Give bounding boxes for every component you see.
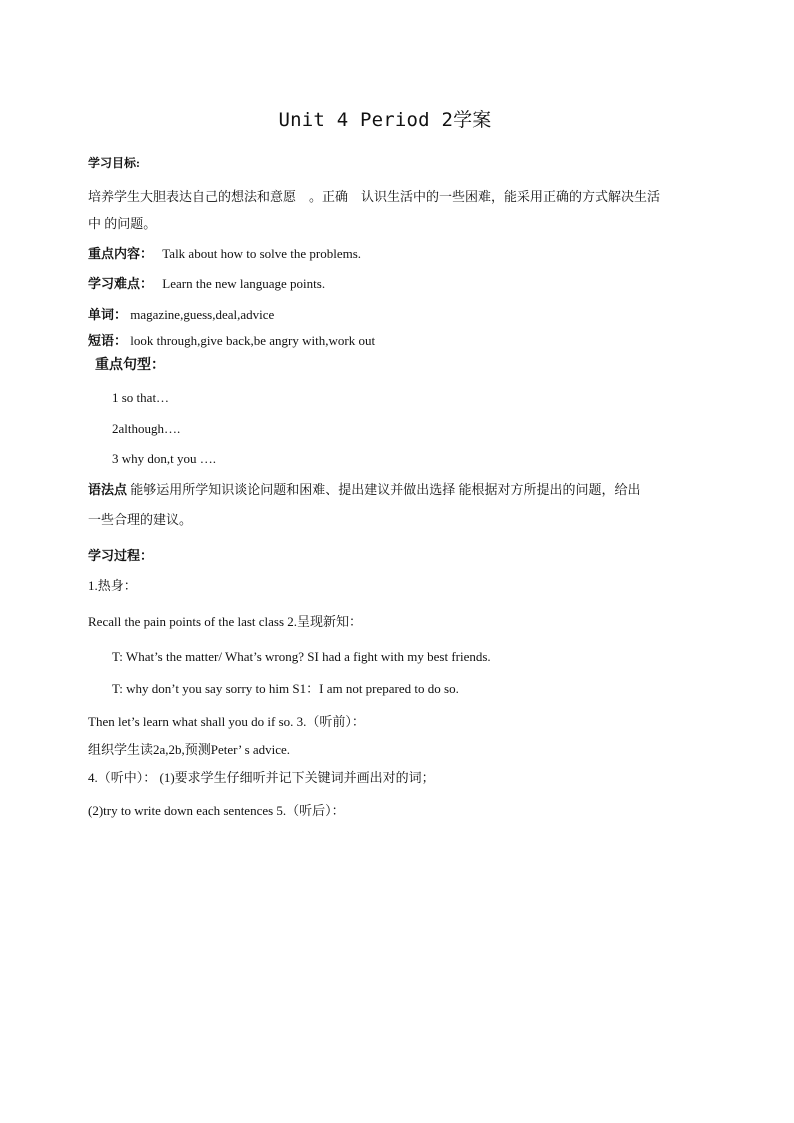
- grammar-line-2: 一些合理的建议。: [88, 512, 193, 527]
- learning-goals-heading: 学习目标:: [88, 156, 140, 170]
- phrases-text: look through,give back,be angry with,work out: [130, 333, 376, 348]
- words-text: magazine,guess,deal,advice: [130, 307, 275, 322]
- process-heading: 学习过程：: [88, 548, 154, 563]
- process-item-3: T: What’s the matter/ What’s wrong? SI had a fight with my best friends.: [112, 649, 491, 664]
- phrases-row: [88, 333, 375, 349]
- learning-goals-line-1: 培养学生大胆表达自己的想法和意愿 。正确 认识生活中的一些困难，能采用正确的方式解决生活: [88, 189, 661, 204]
- sentence-patterns-label: 重点句型：: [95, 358, 165, 373]
- difficulty-text: Learn the new language points.: [162, 276, 326, 291]
- words-row: [88, 307, 274, 323]
- process-item-8: (2)try to write down each sentences 5.（听后）：: [88, 803, 345, 818]
- sentence-pattern-1: 1 so that…: [112, 390, 170, 405]
- sentence-pattern-3: 3 why don,t you ….: [112, 451, 216, 466]
- key-content-row: [88, 246, 361, 262]
- process-item-1: 1.热身：: [88, 578, 137, 593]
- grammar-row: [88, 482, 641, 498]
- process-item-7: 4.（听中）： (1)要求学生仔细听并记下关键词并画出对的词；: [88, 770, 435, 785]
- process-item-6: 组织学生读2a,2b,预测Peter’ s advice.: [88, 742, 291, 757]
- grammar-label: 语法点: [88, 482, 128, 497]
- learning-goals-line-2: 中 的问题。: [88, 216, 157, 231]
- page-title: Unit 4 Period 2学案: [278, 109, 492, 131]
- difficulty-row: [88, 276, 325, 292]
- sentence-pattern-2: 2although….: [112, 421, 181, 436]
- process-item-2: Recall the pain points of the last class 2.呈现新知：: [88, 614, 363, 629]
- words-label: 单词：: [88, 307, 128, 322]
- process-item-5: Then let’s learn what shall you do if so. 3.（听前）：: [88, 714, 365, 729]
- process-item-4: T: why don’t you say sorry to him S1：I am not prepared to do so.: [112, 681, 459, 696]
- key-content-label: 重点内容：: [88, 246, 154, 261]
- difficulty-label: 学习难点：: [88, 276, 154, 291]
- key-content-text: Talk about how to solve the problems.: [162, 246, 362, 261]
- grammar-line-1: 能够运用所学知识谈论问题和困难、提出建议并做出选择 能根据对方所提出的问题，给出: [130, 482, 641, 497]
- phrases-label: 短语：: [88, 333, 128, 348]
